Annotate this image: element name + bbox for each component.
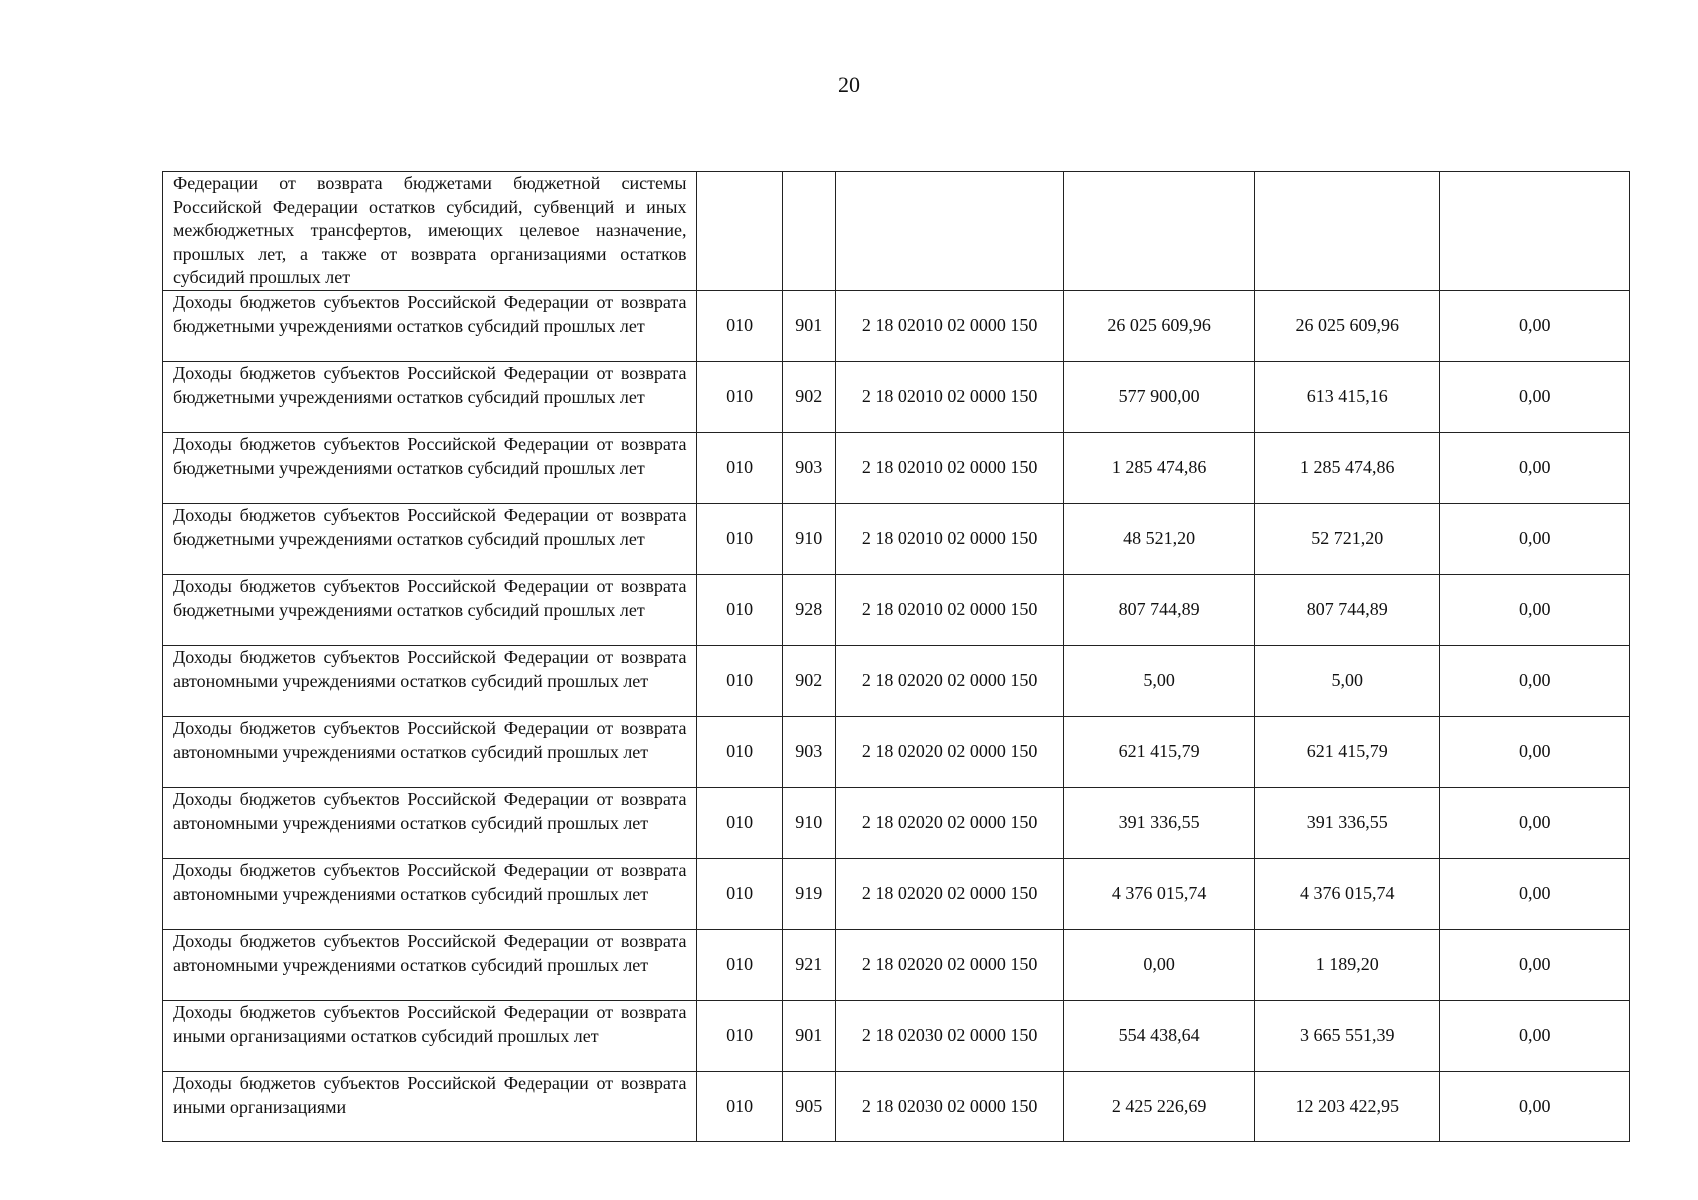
cell-code1 [697, 172, 782, 291]
cell-kbk: 2 18 02020 02 0000 150 [835, 788, 1064, 859]
cell-kbk: 2 18 02010 02 0000 150 [835, 362, 1064, 433]
cell-value2: 1 189,20 [1254, 930, 1440, 1001]
cell-code2: 902 [782, 362, 835, 433]
cell-kbk: 2 18 02020 02 0000 150 [835, 930, 1064, 1001]
cell-description: Доходы бюджетов субъектов Российской Федерации от возврата бюджетными учреждениями остатков субсидий прошлых лет [163, 362, 697, 433]
cell-value3: 0,00 [1440, 433, 1630, 504]
cell-code2: 905 [782, 1072, 835, 1142]
cell-kbk: 2 18 02030 02 0000 150 [835, 1001, 1064, 1072]
cell-value2: 5,00 [1254, 646, 1440, 717]
cell-description: Доходы бюджетов субъектов Российской Федерации от возврата автономными учреждениями остатков субсидий прошлых лет [163, 930, 697, 1001]
table-row [163, 930, 1630, 1001]
cell-description: Доходы бюджетов субъектов Российской Федерации от возврата автономными учреждениями остатков субсидий прошлых лет [163, 646, 697, 717]
table-row [163, 362, 1630, 433]
cell-code1: 010 [697, 504, 782, 575]
cell-code2: 901 [782, 1001, 835, 1072]
cell-code2: 902 [782, 646, 835, 717]
cell-description: Доходы бюджетов субъектов Российской Федерации от возврата иными организациями остатков субсидий прошлых лет [163, 1001, 697, 1072]
cell-kbk: 2 18 02020 02 0000 150 [835, 646, 1064, 717]
cell-value3 [1440, 172, 1630, 291]
cell-value1: 0,00 [1064, 930, 1255, 1001]
cell-code1: 010 [697, 433, 782, 504]
table-row [163, 291, 1630, 362]
table-row [163, 859, 1630, 930]
cell-value2: 1 285 474,86 [1254, 433, 1440, 504]
cell-code1: 010 [697, 930, 782, 1001]
cell-value3: 0,00 [1440, 788, 1630, 859]
table-row [163, 1072, 1630, 1142]
cell-description: Доходы бюджетов субъектов Российской Федерации от возврата бюджетными учреждениями остатков субсидий прошлых лет [163, 291, 697, 362]
cell-value1: 577 900,00 [1064, 362, 1255, 433]
cell-kbk: 2 18 02010 02 0000 150 [835, 291, 1064, 362]
cell-value1: 48 521,20 [1064, 504, 1255, 575]
cell-value1: 807 744,89 [1064, 575, 1255, 646]
cell-kbk: 2 18 02010 02 0000 150 [835, 575, 1064, 646]
cell-code2: 903 [782, 433, 835, 504]
cell-value3: 0,00 [1440, 1072, 1630, 1142]
cell-description: Доходы бюджетов субъектов Российской Федерации от возврата бюджетными учреждениями остатков субсидий прошлых лет [163, 504, 697, 575]
cell-value1: 2 425 226,69 [1064, 1072, 1255, 1142]
cell-code1: 010 [697, 1072, 782, 1142]
cell-value1: 1 285 474,86 [1064, 433, 1255, 504]
cell-kbk: 2 18 02010 02 0000 150 [835, 433, 1064, 504]
cell-value3: 0,00 [1440, 646, 1630, 717]
cell-value3: 0,00 [1440, 717, 1630, 788]
cell-code1: 010 [697, 291, 782, 362]
cell-value1: 554 438,64 [1064, 1001, 1255, 1072]
cell-value1 [1064, 172, 1255, 291]
table-row [163, 433, 1630, 504]
cell-code2: 928 [782, 575, 835, 646]
budget-table [162, 171, 1630, 1142]
table-row-continued [163, 172, 1630, 291]
cell-description: Доходы бюджетов субъектов Российской Федерации от возврата автономными учреждениями остатков субсидий прошлых лет [163, 859, 697, 930]
cell-code1: 010 [697, 859, 782, 930]
cell-code1: 010 [697, 1001, 782, 1072]
cell-value2: 4 376 015,74 [1254, 859, 1440, 930]
cell-value3: 0,00 [1440, 930, 1630, 1001]
cell-value1: 621 415,79 [1064, 717, 1255, 788]
cell-description: Доходы бюджетов субъектов Российской Федерации от возврата автономными учреждениями остатков субсидий прошлых лет [163, 788, 697, 859]
cell-kbk [835, 172, 1064, 291]
cell-value2: 3 665 551,39 [1254, 1001, 1440, 1072]
table-body [163, 172, 1630, 1142]
page-number: 20 [838, 72, 860, 97]
cell-value2: 52 721,20 [1254, 504, 1440, 575]
cell-value3: 0,00 [1440, 575, 1630, 646]
cell-value2: 391 336,55 [1254, 788, 1440, 859]
cell-code1: 010 [697, 788, 782, 859]
cell-description: Доходы бюджетов субъектов Российской Федерации от возврата бюджетными учреждениями остатков субсидий прошлых лет [163, 433, 697, 504]
cell-value3: 0,00 [1440, 1001, 1630, 1072]
cell-value2: 807 744,89 [1254, 575, 1440, 646]
cell-description: Федерации от возврата бюджетами бюджетной системы Российской Федерации остатков субсидий, субвенций и иных межбюджетных трансфертов, имеющих целевое назначение, прошлых лет, а также от возврата организациями остатков субсидий прошлых лет [163, 172, 697, 291]
cell-code2: 921 [782, 930, 835, 1001]
table-row [163, 646, 1630, 717]
cell-value2: 26 025 609,96 [1254, 291, 1440, 362]
cell-value2: 613 415,16 [1254, 362, 1440, 433]
table-row [163, 717, 1630, 788]
cell-value1: 26 025 609,96 [1064, 291, 1255, 362]
cell-description: Доходы бюджетов субъектов Российской Федерации от возврата автономными учреждениями остатков субсидий прошлых лет [163, 717, 697, 788]
cell-code2: 901 [782, 291, 835, 362]
cell-value1: 4 376 015,74 [1064, 859, 1255, 930]
cell-value3: 0,00 [1440, 859, 1630, 930]
cell-code2: 910 [782, 788, 835, 859]
cell-value1: 391 336,55 [1064, 788, 1255, 859]
cell-value3: 0,00 [1440, 504, 1630, 575]
cell-value2 [1254, 172, 1440, 291]
cell-description: Доходы бюджетов субъектов Российской Федерации от возврата иными организациями [163, 1072, 697, 1142]
cell-description: Доходы бюджетов субъектов Российской Федерации от возврата бюджетными учреждениями остатков субсидий прошлых лет [163, 575, 697, 646]
cell-code2 [782, 172, 835, 291]
cell-code1: 010 [697, 362, 782, 433]
cell-kbk: 2 18 02020 02 0000 150 [835, 859, 1064, 930]
cell-value3: 0,00 [1440, 362, 1630, 433]
table-row [163, 575, 1630, 646]
table-row [163, 788, 1630, 859]
table-row [163, 504, 1630, 575]
cell-value2: 12 203 422,95 [1254, 1072, 1440, 1142]
table-row [163, 1001, 1630, 1072]
cell-kbk: 2 18 02020 02 0000 150 [835, 717, 1064, 788]
cell-value1: 5,00 [1064, 646, 1255, 717]
cell-kbk: 2 18 02030 02 0000 150 [835, 1072, 1064, 1142]
cell-value2: 621 415,79 [1254, 717, 1440, 788]
cell-code1: 010 [697, 575, 782, 646]
cell-code1: 010 [697, 717, 782, 788]
cell-code2: 910 [782, 504, 835, 575]
cell-kbk: 2 18 02010 02 0000 150 [835, 504, 1064, 575]
cell-code1: 010 [697, 646, 782, 717]
cell-code2: 919 [782, 859, 835, 930]
cell-value3: 0,00 [1440, 291, 1630, 362]
cell-code2: 903 [782, 717, 835, 788]
